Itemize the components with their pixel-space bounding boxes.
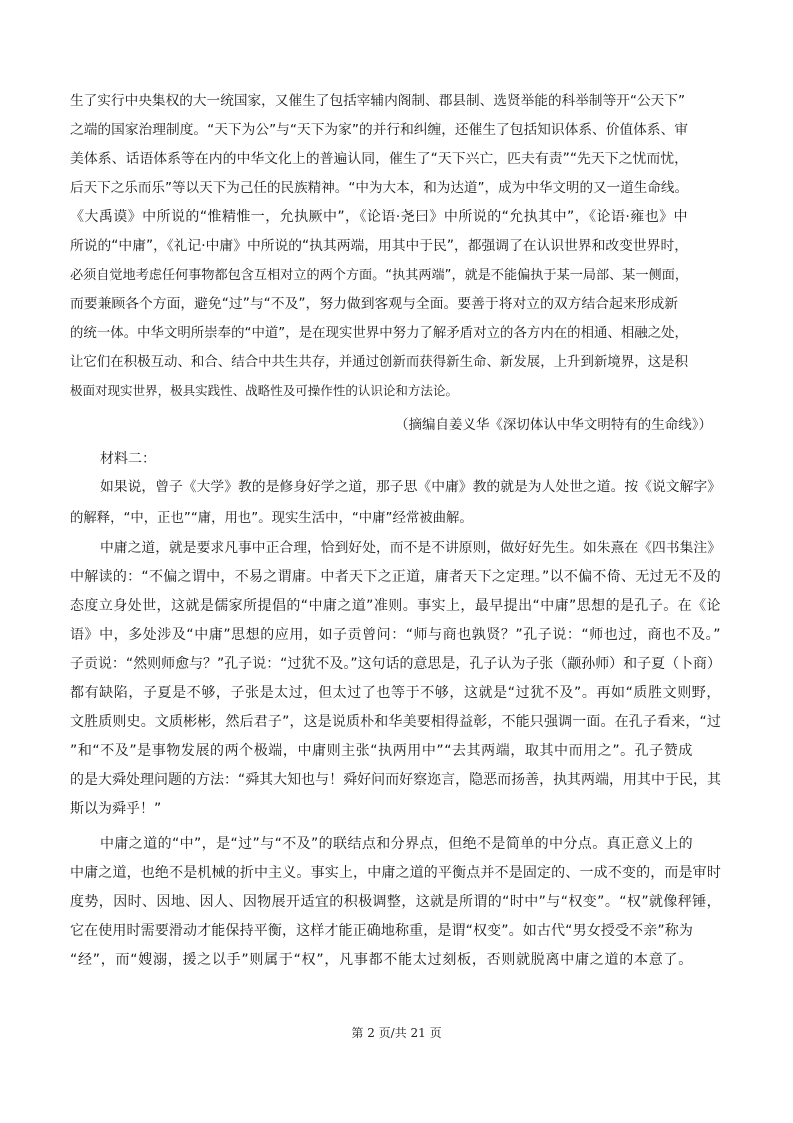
text-line-content: 中庸之道，也绝不是机械的折中主义。事实上，中庸之道的平衡点并不是固定的、一成不变的，而是审时 (70, 865, 721, 881)
text-line-content: 所说的“中庸”，《礼记·中庸》中所说的“执其两端，用其中于民”，都强调了在认识世界和改变世界时， (70, 238, 688, 254)
text-line (0, 202, 793, 232)
text-line (0, 173, 793, 203)
text-line (0, 289, 793, 319)
text-line (0, 376, 793, 406)
text-line-content: 的统一体。中华文明所崇奉的“中道”，是在现实世界中努力了解矛盾对立的各方内在的相通、相融之处， (70, 326, 688, 341)
text-line-content: 中庸之道的“中”，是“过”与“不及”的联结点和分界点，但绝不是简单的中分点。真正意义上的 (100, 836, 693, 852)
text-line-content: 斯以为舜乎！” (70, 801, 162, 817)
page-footer: 第 2 页/共 21 页 (351, 1026, 442, 1040)
text-line (0, 945, 793, 975)
text-line (0, 318, 793, 348)
text-line-content: 的解释，“中，正也”“庸，用也”。现实生活中，“中庸”经常被曲解。 (70, 511, 473, 526)
text-line-content: 让它们在积极互动、和合、结合中共生共存，并通过创新而获得新生命、新发展，上升到新境界，这是积 (70, 355, 688, 370)
text-line (0, 503, 793, 533)
text-line-content: 中解读的：“不偏之谓中，不易之谓庸。中者天下之正道，庸者天下之定理。”以不偏不倚、无过无不及的 (70, 569, 721, 585)
text-line-content: 后天下之乐而乐”等以天下为己任的民族精神。“中为大本，和为达道”，成为中华文明的又一道生命线。 (70, 180, 689, 196)
text-line-content: 都有缺陷，子夏是不够，子张是太过，但太过了也等于不够，这就是“过犹不及”。再如“质胜文则野， (70, 685, 721, 701)
text-line (0, 620, 793, 650)
text-line-content: 它在使用时需要滑动才能保持平衡，这样才能正确地称重，是谓“权变”。如古代“男女授受不亲”称为 (70, 923, 693, 939)
text-line (0, 472, 793, 502)
text-line-content: 如果说，曾子《大学》教的是修身好学之道，那子思《中庸》教的就是为人处世之道。按《说文解字》 (100, 479, 721, 495)
text-line-content: 中庸之道，就是要求凡事中正合理，恰到好处，而不是不讲原则，做好好先生。如朱熹在《四书集注》 (100, 540, 721, 556)
text-line (0, 649, 793, 679)
text-line-content: 美体系、话语体系等在内的中华文化上的普遍认同，催生了“天下兴亡，匹夫有责”“先天下之忧而忧， (70, 151, 688, 167)
text-line-content: “经”，而“嫂溺，援之以手”则属于“权”，凡事都不能太过刻板，否则就脱离中庸之道的本意了。 (70, 952, 693, 968)
text-line (0, 86, 793, 116)
text-line (0, 678, 793, 708)
text-line (0, 707, 793, 737)
text-line-content: 度势，因时、因地、因人、因物展开适宜的积极调整，这就是所谓的“时中”与“权变”。“权”就像秤锤， (70, 894, 722, 910)
text-line-content: ”和“不及”是事物发展的两个极端，中庸则主张“执两用中”“去其两端，取其中而用之”。孔子赞成 (70, 743, 693, 759)
text-line (0, 410, 793, 440)
text-line (0, 765, 793, 795)
text-line-content: 子贡说：“然则师愈与？”孔子说：“过犹不及。”这句话的意思是，孔子认为子张（颛孙师）和子夏（卜商） (70, 656, 721, 672)
text-line-content: 语》中，多处涉及“中庸”思想的应用，如子贡曾问：“师与商也孰贤？”孔子说：“师也过，商也不及。” (70, 627, 722, 643)
text-line (0, 444, 793, 474)
text-line (0, 591, 793, 621)
text-line (0, 829, 793, 859)
text-line (0, 562, 793, 592)
text-line (0, 916, 793, 946)
text-line (0, 115, 793, 145)
text-line (0, 794, 793, 824)
text-line-content: 而要兼顾各个方面，避免“过”与“不及”，努力做到客观与全面。要善于将对立的双方结合起来形成新 (70, 296, 679, 312)
text-line (0, 533, 793, 563)
text-line (0, 858, 793, 888)
text-line-content: 必须自觉地考虑任何事物都包含互相对立的两个方面。“执其两端”，就是不能偏执于某一局部、某一侧面， (70, 268, 688, 283)
text-line (0, 347, 793, 377)
text-line (0, 144, 793, 174)
text-line-content: 极面对现实世界，极具实践性、战略性及可操作性的认识论和方法论。 (70, 383, 458, 398)
text-line (0, 260, 793, 290)
text-line (0, 887, 793, 917)
text-line-content: 材料二： (100, 451, 156, 467)
text-line-content: 生了实行中央集权的大一统国家，又催生了包括宰辅内阁制、郡县制、选贤举能的科举制等开“公天下” (70, 93, 686, 109)
text-line (0, 231, 793, 261)
text-line-content: 《大禹谟》中所说的“惟精惟一，允执厥中”，《论语·尧曰》中所说的“允执其中”，《论语·雍也》中 (70, 209, 688, 225)
text-line (0, 736, 793, 766)
text-line-content: （摘编自姜义华《深切体认中华文明特有的生命线》） (395, 417, 713, 433)
text-line-content: 态度立身处世，这就是儒家所提倡的“中庸之道”准则。事实上，最早提出“中庸”思想的是孔子。在《论 (70, 598, 721, 614)
text-line-content: 的是大舜处理问题的方法：“舜其大知也与！舜好问而好察迩言，隐恶而扬善，执其两端，用其中于民，其 (70, 772, 721, 788)
text-line-content: 文胜质则史。文质彬彬，然后君子”，这是说质朴和华美要相得益彰，不能只强调一面。在孔子看来，“过 (70, 714, 721, 730)
text-line-content: 之端的国家治理制度。“天下为公”与“天下为家”的并行和纠缠，还催生了包括知识体系、价值体系、审 (70, 122, 689, 138)
